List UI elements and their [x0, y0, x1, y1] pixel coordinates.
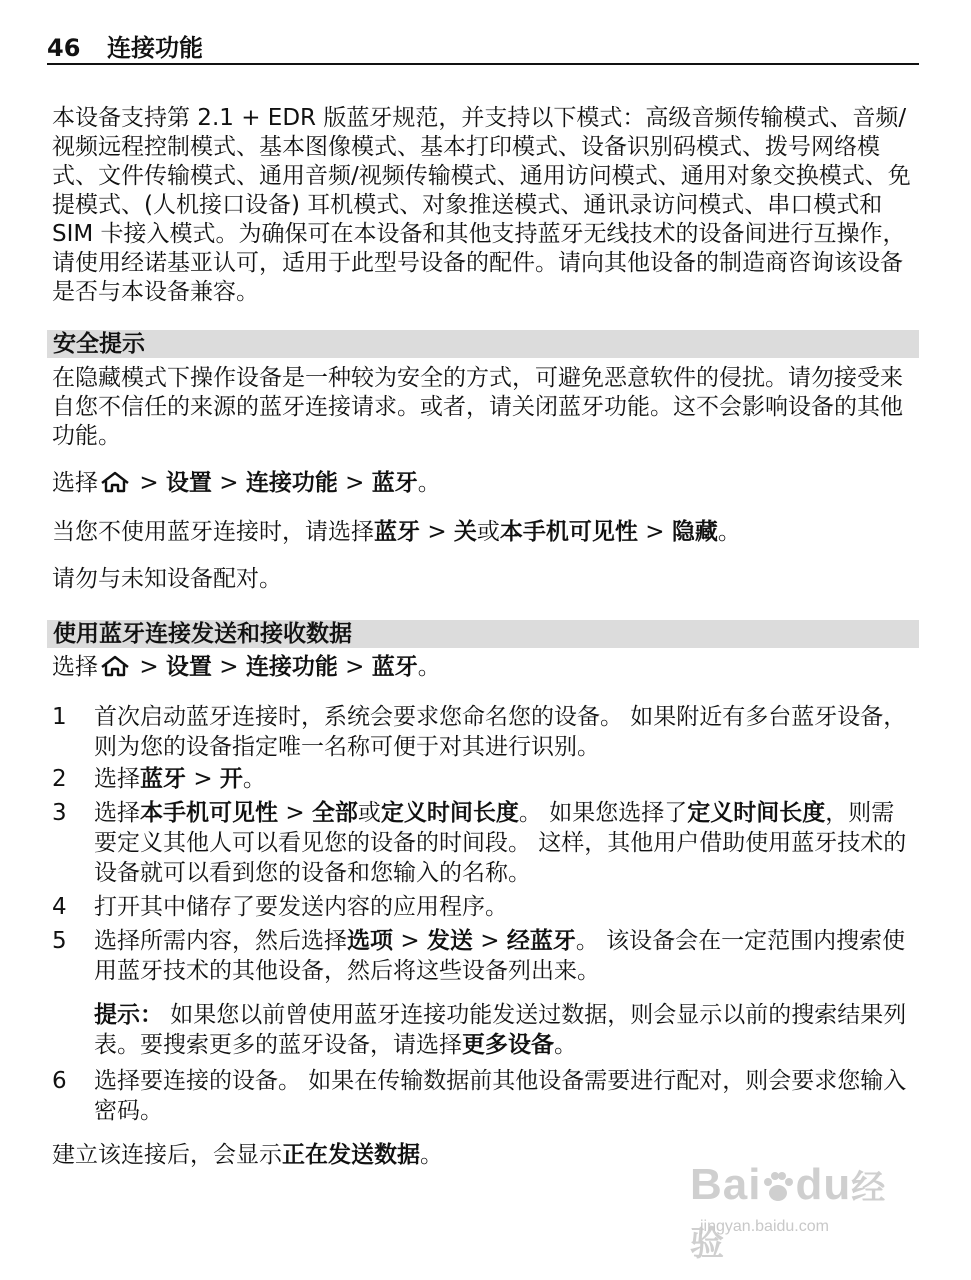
- baidu-watermark: Bai du经验 jingyan.baidu.com: [690, 1160, 887, 1263]
- hide-instruction: 当您不使用蓝牙连接时，请选择蓝牙 > 关或本手机可见性 > 隐藏。: [52, 519, 741, 545]
- security-heading: 安全提示: [47, 330, 919, 358]
- pair-warning: 请勿与未知设备配对。: [52, 566, 282, 592]
- paw-icon: [761, 1166, 795, 1216]
- home-icon: [98, 654, 132, 678]
- list-item: 4 打开其中储存了要发送内容的应用程序。: [52, 894, 508, 920]
- list-item: 5 选择所需内容，然后选择选项 > 发送 > 经蓝牙。 该设备会在一定范围内搜索使用蓝牙技术的其他设备，然后将这些设备列出来。: [52, 928, 906, 984]
- home-icon: [98, 470, 132, 494]
- intro-paragraph: 本设备支持第 2.1 + EDR 版蓝牙规范，并支持以下模式：高级音频传输模式、音频/视频远程控制模式、基本图像模式、基本打印模式、设备识别码模式、拨号网络模式、文件传输模式、通用音频/视频传输模式、通用访问模式、通用对象交换模式、免提模式、(人机接口设备) 耳机模式、对象推送模式、通讯录访问模式、串口模式和 SIM 卡接入模式。为确保可在本设备和其他支持蓝牙无线技术的设备间进行互操作，请使用经诺基亚认可，适用于此型号设备的配件。请向其他设备的制造商咨询该设备是否与本设备兼容。: [52, 105, 911, 305]
- list-item: 1 首次启动蓝牙连接时，系统会要求您命名您的设备。 如果附近有多台蓝牙设备，则为您的设备指定唯一名称可便于对其进行识别。: [52, 704, 907, 760]
- sending-status-note: 建立该连接后，会显示正在发送数据。: [52, 1142, 443, 1168]
- tip-note: 提示： 如果您以前曾使用蓝牙连接功能发送过数据，则会显示以前的搜索结果列表。要搜索更多的蓝牙设备，请选择更多设备。: [94, 1002, 907, 1058]
- list-item: 6 选择要连接的设备。 如果在传输数据前其他设备需要进行配对，则会要求您输入密码。: [52, 1068, 907, 1124]
- list-item: 2 选择蓝牙 > 开。: [52, 766, 266, 792]
- list-item: 3 选择本手机可见性 > 全部或定义时间长度。 如果您选择了定义时间长度，则需要定义其他人可以看见您的设备的时间段。 这样，其他用户借助使用蓝牙技术的设备就可以看到您的设备和您输入的名称。: [52, 800, 907, 886]
- page-number: 46: [47, 34, 81, 62]
- watermark-url: jingyan.baidu.com: [700, 1218, 829, 1235]
- page-header: [47, 33, 919, 65]
- security-select-path: 选择 > 设置 > 连接功能 > 蓝牙。: [52, 470, 441, 496]
- chapter-title: 连接功能: [107, 34, 203, 62]
- send-heading: 使用蓝牙连接发送和接收数据: [47, 620, 919, 648]
- send-select-path: 选择 > 设置 > 连接功能 > 蓝牙。: [52, 654, 441, 680]
- security-paragraph: 在隐藏模式下操作设备是一种较为安全的方式，可避免恶意软件的侵扰。请勿接受来自您不信任的来源的蓝牙连接请求。或者，请关闭蓝牙功能。这不会影响设备的其他功能。: [52, 365, 903, 449]
